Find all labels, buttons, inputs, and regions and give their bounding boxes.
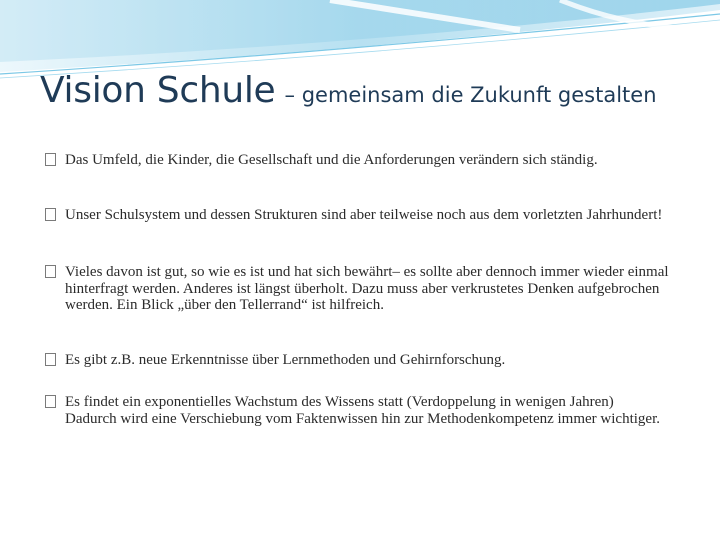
list-item-text: Es findet ein exponentielles Wachstum des Wissens statt (Verdoppelung in wenigen Jahren) Dadurch wird eine Verschiebung vom Faktenwissen hin zur Methodenkompetenz immer wichtiger. <box>65 394 660 427</box>
checkbox-square-icon <box>45 153 56 166</box>
checkbox-square-icon <box>45 265 56 278</box>
list-item-text: Vieles davon ist gut, so wie es ist und hat sich bewährt– es sollte aber dennoch immer wieder einmal hinterfragt werden. Anderes ist längst überholt. Dazu muss aber verkrustetes Denken aufgebrochen werden. Ein Blick „über den Tellerrand“ ist hilfreich. <box>65 264 669 313</box>
checkbox-square-icon <box>45 353 56 366</box>
list-item <box>45 152 685 169</box>
checkbox-square-icon <box>45 395 56 408</box>
list-item-text: Unser Schulsystem und dessen Strukturen sind aber teilweise noch aus dem vorletzten Jahrhundert! <box>65 207 663 223</box>
page-title <box>40 70 657 111</box>
title-main: Vision Schule <box>40 70 276 111</box>
list-item-text: Das Umfeld, die Kinder, die Gesellschaft und die Anforderungen verändern sich ständig. <box>65 152 598 168</box>
list-item <box>45 207 685 224</box>
title-subtitle: – gemeinsam die Zukunft gestalten <box>284 83 657 107</box>
checkbox-square-icon <box>45 208 56 221</box>
header-wave-decoration <box>0 0 720 80</box>
list-item <box>45 394 685 427</box>
list-item <box>45 264 685 314</box>
list-item-text: Es gibt z.B. neue Erkenntnisse über Lernmethoden und Gehirnforschung. <box>65 352 506 368</box>
list-item <box>45 352 685 369</box>
